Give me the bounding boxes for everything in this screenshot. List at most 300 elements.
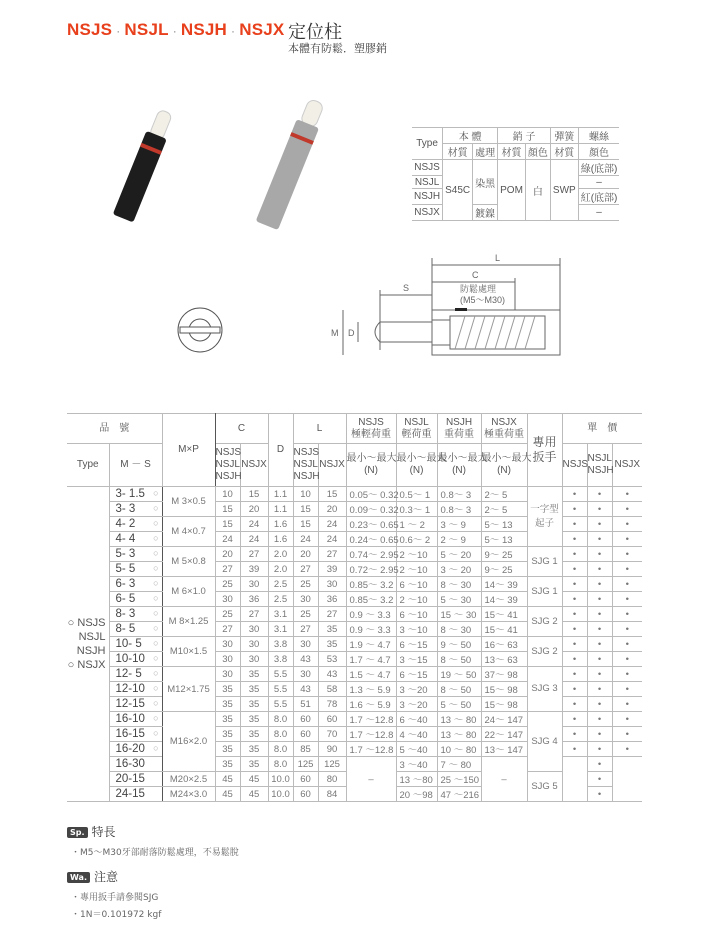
- model-size: 6- 5 ○: [109, 592, 162, 607]
- dim-l2: 39: [318, 562, 346, 577]
- dim-l1: 30: [293, 637, 318, 652]
- dim-d: 3.8: [268, 652, 293, 667]
- dim-l1: 27: [293, 562, 318, 577]
- table-row: [67, 667, 642, 682]
- dim-c2: 30: [240, 637, 268, 652]
- dim-d: 8.0: [268, 757, 293, 772]
- dim-l2: 43: [318, 667, 346, 682]
- dim-c2: 20: [240, 502, 268, 517]
- model-size: 10-10 ○: [109, 652, 162, 667]
- model-size: 16-10 ○: [109, 712, 162, 727]
- option-circle-icon: ○: [153, 503, 159, 513]
- model-size: 4- 2 ○: [109, 517, 162, 532]
- dim-c2: 35: [240, 712, 268, 727]
- thread-spec: M 5×0.8: [162, 547, 215, 577]
- price-nsjx: •: [612, 697, 642, 712]
- dim-c2: 30: [240, 652, 268, 667]
- price-nsjs: •: [562, 592, 587, 607]
- price-nsjl-nsjh: •: [587, 502, 612, 517]
- price-nsjs: •: [562, 742, 587, 757]
- dim-l2: 24: [318, 517, 346, 532]
- dim-c2: 45: [240, 787, 268, 802]
- dim-l1: 43: [293, 682, 318, 697]
- wrench: SJG 4: [527, 712, 562, 772]
- model-size: 12-15 ○: [109, 697, 162, 712]
- price-nsjl-nsjh: •: [587, 532, 612, 547]
- load-nsjl: 5 ～40: [396, 742, 437, 757]
- dim-l2: 35: [318, 622, 346, 637]
- model-size: 16-30: [109, 757, 162, 772]
- price-nsjl-nsjh: •: [587, 517, 612, 532]
- dim-c2: 24: [240, 532, 268, 547]
- price-nsjx: •: [612, 652, 642, 667]
- model-size: 6- 3 ○: [109, 577, 162, 592]
- dim-l1: 10: [293, 487, 318, 502]
- dim-c1: 30: [215, 592, 240, 607]
- load-nsjh: 3 ～ 9: [437, 517, 481, 532]
- dim-l2: 27: [318, 547, 346, 562]
- option-circle-icon: ○: [153, 593, 159, 603]
- dim-c1: 35: [215, 712, 240, 727]
- load-nsjs: 1.5 ～ 4.7: [346, 667, 396, 682]
- price-nsjl-nsjh: •: [587, 577, 612, 592]
- price-nsjx: •: [612, 502, 642, 517]
- load-nsjx: 37～ 98: [481, 667, 527, 682]
- dim-L: L: [495, 253, 501, 263]
- wrench: SJG 5: [527, 772, 562, 802]
- thread-spec: M10×1.5: [162, 637, 215, 667]
- price-nsjx: •: [612, 517, 642, 532]
- dim-c1: 30: [215, 652, 240, 667]
- load-nsjs: 1.7 ～12.8: [346, 727, 396, 742]
- load-nsjx: 14～ 39: [481, 577, 527, 592]
- table-row: [67, 487, 642, 502]
- dim-d: 5.5: [268, 682, 293, 697]
- load-nsjl: 6 ～10: [396, 607, 437, 622]
- dim-c2: 35: [240, 727, 268, 742]
- dim-l2: 36: [318, 592, 346, 607]
- price-nsjs: •: [562, 682, 587, 697]
- type-label: ○ NSJS: [67, 617, 106, 629]
- load-nsjl: 6 ～15: [396, 667, 437, 682]
- price-nsjx: •: [612, 682, 642, 697]
- load-nsjx: 15～ 41: [481, 607, 527, 622]
- price-nsjl-nsjh: •: [587, 607, 612, 622]
- type-label: ○ NSJX: [67, 659, 106, 671]
- dim-l1: 25: [293, 607, 318, 622]
- load-nsjx: 24～ 147: [481, 712, 527, 727]
- model-size: 12-10 ○: [109, 682, 162, 697]
- price-nsjl-nsjh: •: [587, 592, 612, 607]
- price-nsjs: •: [562, 697, 587, 712]
- load-nsjs: 1.3 ～ 5.9: [346, 682, 396, 697]
- load-nsjx: 2～ 5: [481, 502, 527, 517]
- load-nsjl: 20 ～98: [396, 787, 437, 802]
- dim-c2: 35: [240, 742, 268, 757]
- dim-d: 2.5: [268, 577, 293, 592]
- dim-c1: 10: [215, 487, 240, 502]
- price-nsjl-nsjh: •: [587, 742, 612, 757]
- load-nsjh: 8 ～ 50: [437, 652, 481, 667]
- option-circle-icon: ○: [153, 608, 159, 618]
- price-nsjs: [562, 757, 587, 802]
- dim-d: 2.5: [268, 592, 293, 607]
- load-nsjs: 0.09～ 0.32: [346, 502, 396, 517]
- dim-c1: 45: [215, 787, 240, 802]
- dim-d: 2.0: [268, 547, 293, 562]
- dim-c2: 27: [240, 547, 268, 562]
- load-nsjl: 13 ～80: [396, 772, 437, 787]
- option-circle-icon: ○: [153, 668, 159, 678]
- wrench: SJG 1: [527, 547, 562, 577]
- option-circle-icon: ○: [153, 548, 159, 558]
- thread-spec: M24×3.0: [162, 787, 215, 802]
- load-nsjh: 8 ～ 50: [437, 682, 481, 697]
- type-label: NSJL: [78, 631, 106, 643]
- type-label: NSJH: [76, 645, 106, 657]
- load-nsjx: 13～ 63: [481, 652, 527, 667]
- dim-l2: 60: [318, 712, 346, 727]
- load-nsjh: 5 ～ 30: [437, 592, 481, 607]
- table-row: [67, 577, 642, 592]
- load-nsjl: 1 ～ 2: [396, 517, 437, 532]
- dim-c2: 27: [240, 607, 268, 622]
- dim-c1: 15: [215, 517, 240, 532]
- price-nsjx: •: [612, 667, 642, 682]
- price-nsjl-nsjh: •: [587, 622, 612, 637]
- load-nsjx: –: [481, 757, 527, 802]
- wrench: SJG 1: [527, 577, 562, 607]
- dim-l2: 90: [318, 742, 346, 757]
- dim-M: M: [331, 328, 339, 338]
- dim-d: 1.6: [268, 517, 293, 532]
- caution-item: ・專用扳手請參閱SJG: [71, 893, 159, 903]
- dim-l1: 27: [293, 622, 318, 637]
- dim-c1: 35: [215, 757, 240, 772]
- dim-l1: 85: [293, 742, 318, 757]
- price-nsjs: •: [562, 502, 587, 517]
- load-nsjh: 13 ～ 80: [437, 712, 481, 727]
- dim-c1: 27: [215, 622, 240, 637]
- price-nsjl-nsjh: •: [587, 547, 612, 562]
- thread-spec: M16×2.0: [162, 712, 215, 772]
- load-nsjl: 4 ～40: [396, 727, 437, 742]
- dim-l2: 24: [318, 532, 346, 547]
- dim-l1: 30: [293, 667, 318, 682]
- model-size: 24-15: [109, 787, 162, 802]
- dim-l1: 125: [293, 757, 318, 772]
- model-size: 8- 5 ○: [109, 622, 162, 637]
- price-nsjx: •: [612, 562, 642, 577]
- price-nsjl-nsjh: •: [587, 667, 612, 682]
- wrench: SJG 2: [527, 607, 562, 637]
- dim-c1: 27: [215, 562, 240, 577]
- price-nsjs: •: [562, 727, 587, 742]
- load-nsjl: 6 ～15: [396, 637, 437, 652]
- load-nsjs: 0.72～ 2.95: [346, 562, 396, 577]
- price-nsjl-nsjh: •: [587, 562, 612, 577]
- load-nsjh: 13 ～ 80: [437, 727, 481, 742]
- dim-l2: 70: [318, 727, 346, 742]
- load-nsjh: 5 ～ 20: [437, 547, 481, 562]
- option-circle-icon: ○: [153, 533, 159, 543]
- model-size: 4- 4 ○: [109, 532, 162, 547]
- dim-c1: 45: [215, 772, 240, 787]
- option-circle-icon: ○: [153, 488, 159, 498]
- model-size: 8- 3 ○: [109, 607, 162, 622]
- material-table: Type 本 體 銷 子 彈簧 螺絲 材質 處理 材質 顏色 材質 顏色 NSJS S45C 染黑 POM 白 SWP 綠(底部) NSJL – NSJH 紅(底部) NSJX 鍍鎳 –: [412, 127, 619, 221]
- dim-d: 8.0: [268, 727, 293, 742]
- price-nsjx: •: [612, 607, 642, 622]
- price-nsjl-nsjh: •: [587, 487, 612, 502]
- load-nsjl: 2 ～10: [396, 592, 437, 607]
- option-circle-icon: ○: [153, 653, 159, 663]
- model-size: 16-15 ○: [109, 727, 162, 742]
- price-nsjl-nsjh: •: [587, 787, 612, 802]
- price-nsjx: •: [612, 742, 642, 757]
- load-nsjl: 3 ～40: [396, 757, 437, 772]
- dim-l2: 80: [318, 772, 346, 787]
- dim-d: 1.1: [268, 502, 293, 517]
- price-nsjx: [612, 757, 642, 802]
- product-photo: [110, 100, 360, 240]
- option-circle-icon: ○: [153, 683, 159, 693]
- dim-c2: 39: [240, 562, 268, 577]
- caution-item: ・1N＝0.101972 kgf: [71, 910, 162, 920]
- dim-c1: 30: [215, 637, 240, 652]
- load-nsjs: –: [346, 757, 396, 802]
- load-nsjx: 14～ 39: [481, 592, 527, 607]
- dim-c1: 30: [215, 667, 240, 682]
- load-nsjl: 3 ～10: [396, 622, 437, 637]
- load-nsjh: 0.8～ 3: [437, 502, 481, 517]
- price-nsjs: •: [562, 652, 587, 667]
- price-nsjx: •: [612, 547, 642, 562]
- load-nsjs: 0.23～ 0.65: [346, 517, 396, 532]
- dim-l2: 35: [318, 637, 346, 652]
- load-nsjs: 0.74～ 2.95: [346, 547, 396, 562]
- price-nsjs: •: [562, 667, 587, 682]
- type-group: [67, 487, 109, 802]
- load-nsjs: 0.9 ～ 3.3: [346, 607, 396, 622]
- price-nsjl-nsjh: •: [587, 712, 612, 727]
- dim-l2: 27: [318, 607, 346, 622]
- price-nsjx: •: [612, 622, 642, 637]
- price-nsjx: •: [612, 487, 642, 502]
- page-title: 定位柱: [288, 22, 342, 43]
- model-size: 5- 3 ○: [109, 547, 162, 562]
- dim-l2: 84: [318, 787, 346, 802]
- load-nsjh: 19 ～ 50: [437, 667, 481, 682]
- load-nsjh: 47 ～216: [437, 787, 481, 802]
- page-subtitle: 本體有防鬆．塑膠銷: [288, 42, 387, 55]
- dim-l1: 24: [293, 532, 318, 547]
- dim-l1: 20: [293, 547, 318, 562]
- load-nsjx: 9～ 25: [481, 547, 527, 562]
- dim-l1: 51: [293, 697, 318, 712]
- wrench: SJG 2: [527, 637, 562, 667]
- dim-c2: 24: [240, 517, 268, 532]
- dim-D: D: [348, 328, 355, 338]
- dim-l1: 60: [293, 712, 318, 727]
- load-nsjs: 1.6 ～ 5.9: [346, 697, 396, 712]
- dim-c1: 35: [215, 742, 240, 757]
- load-nsjx: 13～ 147: [481, 742, 527, 757]
- dim-c2: 15: [240, 487, 268, 502]
- option-circle-icon: ○: [153, 698, 159, 708]
- load-nsjx: 2～ 5: [481, 487, 527, 502]
- table-row: [67, 637, 642, 652]
- price-nsjl-nsjh: •: [587, 637, 612, 652]
- option-circle-icon: ○: [153, 623, 159, 633]
- price-nsjs: •: [562, 637, 587, 652]
- dim-l1: 15: [293, 502, 318, 517]
- load-nsjl: 2 ～10: [396, 562, 437, 577]
- model-size: 20-15: [109, 772, 162, 787]
- dim-S: S: [403, 283, 410, 293]
- load-nsjx: 5～ 13: [481, 517, 527, 532]
- dim-c1: 15: [215, 502, 240, 517]
- load-nsjs: 0.9 ～ 3.3: [346, 622, 396, 637]
- dim-l1: 15: [293, 517, 318, 532]
- dim-l1: 60: [293, 787, 318, 802]
- load-nsjs: 0.05～ 0.32: [346, 487, 396, 502]
- thread-spec: M 6×1.0: [162, 577, 215, 607]
- dim-d: 3.1: [268, 622, 293, 637]
- load-nsjs: 1.9 ～ 4.7: [346, 637, 396, 652]
- dim-d: 10.0: [268, 787, 293, 802]
- load-nsjs: 1.7 ～12.8: [346, 712, 396, 727]
- dim-c1: 35: [215, 697, 240, 712]
- wrench: 一字型起子: [527, 487, 562, 547]
- dim-c2: 45: [240, 772, 268, 787]
- dim-l2: 78: [318, 697, 346, 712]
- table-row: [67, 547, 642, 562]
- dim-l1: 25: [293, 577, 318, 592]
- dim-c1: 35: [215, 682, 240, 697]
- dim-d: 1.1: [268, 487, 293, 502]
- load-nsjl: 2 ～10: [396, 547, 437, 562]
- load-nsjl: 6 ～40: [396, 712, 437, 727]
- load-nsjh: 25 ～150: [437, 772, 481, 787]
- option-circle-icon: ○: [153, 563, 159, 573]
- dim-d: 10.0: [268, 772, 293, 787]
- dim-d: 3.1: [268, 607, 293, 622]
- table-row: [67, 712, 642, 727]
- load-nsjs: 1.7 ～ 4.7: [346, 652, 396, 667]
- product-models: NSJS · NSJL · NSJH · NSJX: [67, 20, 285, 39]
- dim-c2: 30: [240, 577, 268, 592]
- dim-l1: 60: [293, 727, 318, 742]
- price-nsjs: •: [562, 517, 587, 532]
- price-nsjx: •: [612, 577, 642, 592]
- dim-c1: 25: [215, 577, 240, 592]
- dimension-drawing: [160, 250, 580, 360]
- dim-c1: 20: [215, 547, 240, 562]
- price-nsjl-nsjh: •: [587, 697, 612, 712]
- dim-l2: 58: [318, 682, 346, 697]
- load-nsjx: 5～ 13: [481, 532, 527, 547]
- thread-spec: M12×1.75: [162, 667, 215, 712]
- dim-c1: 35: [215, 727, 240, 742]
- load-nsjh: 2 ～ 9: [437, 532, 481, 547]
- spec-table: 品 號 M×P C D L NSJS 極輕荷重 NSJL 輕荷重 NSJH 重荷重 NSJX 極重荷重 專用扳手 單 價 Type M － S NSJS NSJL NSJH NSJX NSJS NSJL NSJH NSJX 最小～最大 (N) 最小～最大 (N) 最小～最大 (N) 最小～最大 (N) NSJS NSJL NSJH NSJX ○ NSJS NSJL NSJH ○ NSJX 3- 1.5 ○ M 3×0.5 10 15 1.1 10 15 0.05～ 0.32 0.5～ 1 0.8～ 3 2～ 5 一字型起子 • • • 3- 3 ○ 15 20 1.1 15 20 0.09～ 0.32 0.3～ 1 0.8～ 3 2～ 5 • • • 4- 2 ○ M 4×0.7 15 24 1.6 15 24 0.23～ 0.65 1 ～ 2 3 ～ 9 5～ 13 • • • 4- 4 ○ 24 24 1.6 24 24 0.24～ 0.65 0.6～ 2 2 ～ 9 5～ 13 • • • 5- 3 ○ M 5×0.8 20 27 2.0 20 27 0.74～ 2.95 2 ～10 5 ～ 20 9～ 25 SJG 1 • • • 5- 5 ○ 27 39 2.0 27 39 0.72～ 2.95 2 ～10 3 ～ 20 9～ 25 • • • 6- 3 ○ M 6×1.0 25 30 2.5 25 30 0.85～ 3.2 6 ～10 8 ～ 30 14～ 39 SJG 1 • • • 6- 5 ○ 30 36 2.5 30 36 0.85～ 3.2 2 ～10 5 ～ 30 14～ 39 • • • 8- 3 ○ M 8×1.25 25 27 3.1 25 27 0.9 ～ 3.3 6 ～10 15 ～ 30 15～ 41 SJG 2 • • • 8- 5 ○ 27 30 3.1 27 35 0.9 ～ 3.3 3 ～10 8 ～ 30 15～ 41 • • • 10- 5 ○ M10×1.5 30 30 3.8 30 35 1.9 ～ 4.7 6 ～15 9 ～ 50 16～ 63 SJG 2 • • • 10-10 ○ 30 30 3.8 43 53 1.7 ～ 4.7 3 ～15 8 ～ 50 13～ 63 • • • 12- 5 ○ M12×1.75 30 35 5.5 30 43 1.5 ～ 4.7 6 ～15 19 ～ 50 37～ 98 SJG 3 • • • 12-10 ○ 35 35 5.5 43 58 1.3 ～ 5.9 3 ～20 8 ～ 50 15～ 98 • • • 12-15 ○ 35 35 5.5 51 78 1.6 ～ 5.9 3 ～20 5 ～ 50 15～ 98 • • • 16-10 ○ M16×2.0 35 35 8.0 60 60 1.7 ～12.8 6 ～40 13 ～ 80 24～ 147 SJG 4 • • • 16-15 ○ 35 35 8.0 60 70 1.7 ～12.8 4 ～40 13 ～ 80 22～ 147 • • • 16-20 ○ 35 35 8.0 85 90 1.7 ～12.8 5 ～40 10 ～ 80 13～ 147 • • • 16-30 35 35 8.0 125 125 – 3 ～40 7 ～ 80 – • 20-15 M20×2.5 45 45 10.0 60 80 13 ～80 25 ～150 SJG 5 • 24-15 M24×3.0 45 45 10.0 60 84 20 ～98 47 ～216 •: [67, 413, 642, 802]
- dim-l1: 43: [293, 652, 318, 667]
- load-nsjx: 15～ 98: [481, 682, 527, 697]
- model-size: 12- 5 ○: [109, 667, 162, 682]
- option-circle-icon: ○: [153, 578, 159, 588]
- wrench: SJG 3: [527, 667, 562, 712]
- load-nsjh: 3 ～ 20: [437, 562, 481, 577]
- dim-c2: 30: [240, 622, 268, 637]
- dim-d: 8.0: [268, 712, 293, 727]
- price-nsjs: •: [562, 622, 587, 637]
- dim-c2: 35: [240, 697, 268, 712]
- thread-spec: M 3×0.5: [162, 487, 215, 517]
- dim-d: 3.8: [268, 637, 293, 652]
- load-nsjx: 15～ 98: [481, 697, 527, 712]
- anti-loosening-range: (M5～M30): [460, 295, 506, 305]
- dim-l2: 53: [318, 652, 346, 667]
- option-circle-icon: ○: [153, 713, 159, 723]
- option-circle-icon: ○: [153, 518, 159, 528]
- load-nsjx: 9～ 25: [481, 562, 527, 577]
- price-nsjl-nsjh: •: [587, 727, 612, 742]
- load-nsjh: 9 ～ 50: [437, 637, 481, 652]
- price-nsjs: •: [562, 712, 587, 727]
- price-nsjs: •: [562, 607, 587, 622]
- price-nsjl-nsjh: •: [587, 757, 612, 772]
- price-nsjx: •: [612, 712, 642, 727]
- dim-d: 5.5: [268, 667, 293, 682]
- load-nsjs: 1.7 ～12.8: [346, 742, 396, 757]
- price-nsjx: •: [612, 592, 642, 607]
- dim-c2: 35: [240, 667, 268, 682]
- price-nsjs: •: [562, 577, 587, 592]
- notes: Sp. 特長 ・M5～M30牙部耐落防鬆處理，不易鬆脫 Wa. 注意 ・專用扳手請參閱SJG ・1N＝0.101972 kgf: [67, 823, 239, 924]
- dim-c1: 25: [215, 607, 240, 622]
- model-size: 10- 5 ○: [109, 637, 162, 652]
- load-nsjx: 16～ 63: [481, 637, 527, 652]
- thread-spec: M 8×1.25: [162, 607, 215, 637]
- dim-d: 5.5: [268, 697, 293, 712]
- model-size: 3- 3 ○: [109, 502, 162, 517]
- load-nsjl: 0.5～ 1: [396, 487, 437, 502]
- dim-c2: 36: [240, 592, 268, 607]
- load-nsjl: 3 ～20: [396, 697, 437, 712]
- load-nsjl: 0.3～ 1: [396, 502, 437, 517]
- price-nsjs: •: [562, 562, 587, 577]
- dim-l1: 30: [293, 592, 318, 607]
- table-row: [67, 607, 642, 622]
- dim-d: 1.6: [268, 532, 293, 547]
- dim-d: 8.0: [268, 742, 293, 757]
- model-size: 3- 1.5 ○: [109, 487, 162, 502]
- dim-d: 2.0: [268, 562, 293, 577]
- load-nsjs: 0.85～ 3.2: [346, 577, 396, 592]
- option-circle-icon: ○: [153, 743, 159, 753]
- load-nsjs: 0.85～ 3.2: [346, 592, 396, 607]
- dim-c2: 35: [240, 757, 268, 772]
- dim-l2: 15: [318, 487, 346, 502]
- load-nsjl: 3 ～20: [396, 682, 437, 697]
- load-nsjh: 15 ～ 30: [437, 607, 481, 622]
- thread-spec: M20×2.5: [162, 772, 215, 787]
- dim-c1: 24: [215, 532, 240, 547]
- load-nsjh: 8 ～ 30: [437, 577, 481, 592]
- option-circle-icon: ○: [153, 638, 159, 648]
- price-nsjl-nsjh: •: [587, 682, 612, 697]
